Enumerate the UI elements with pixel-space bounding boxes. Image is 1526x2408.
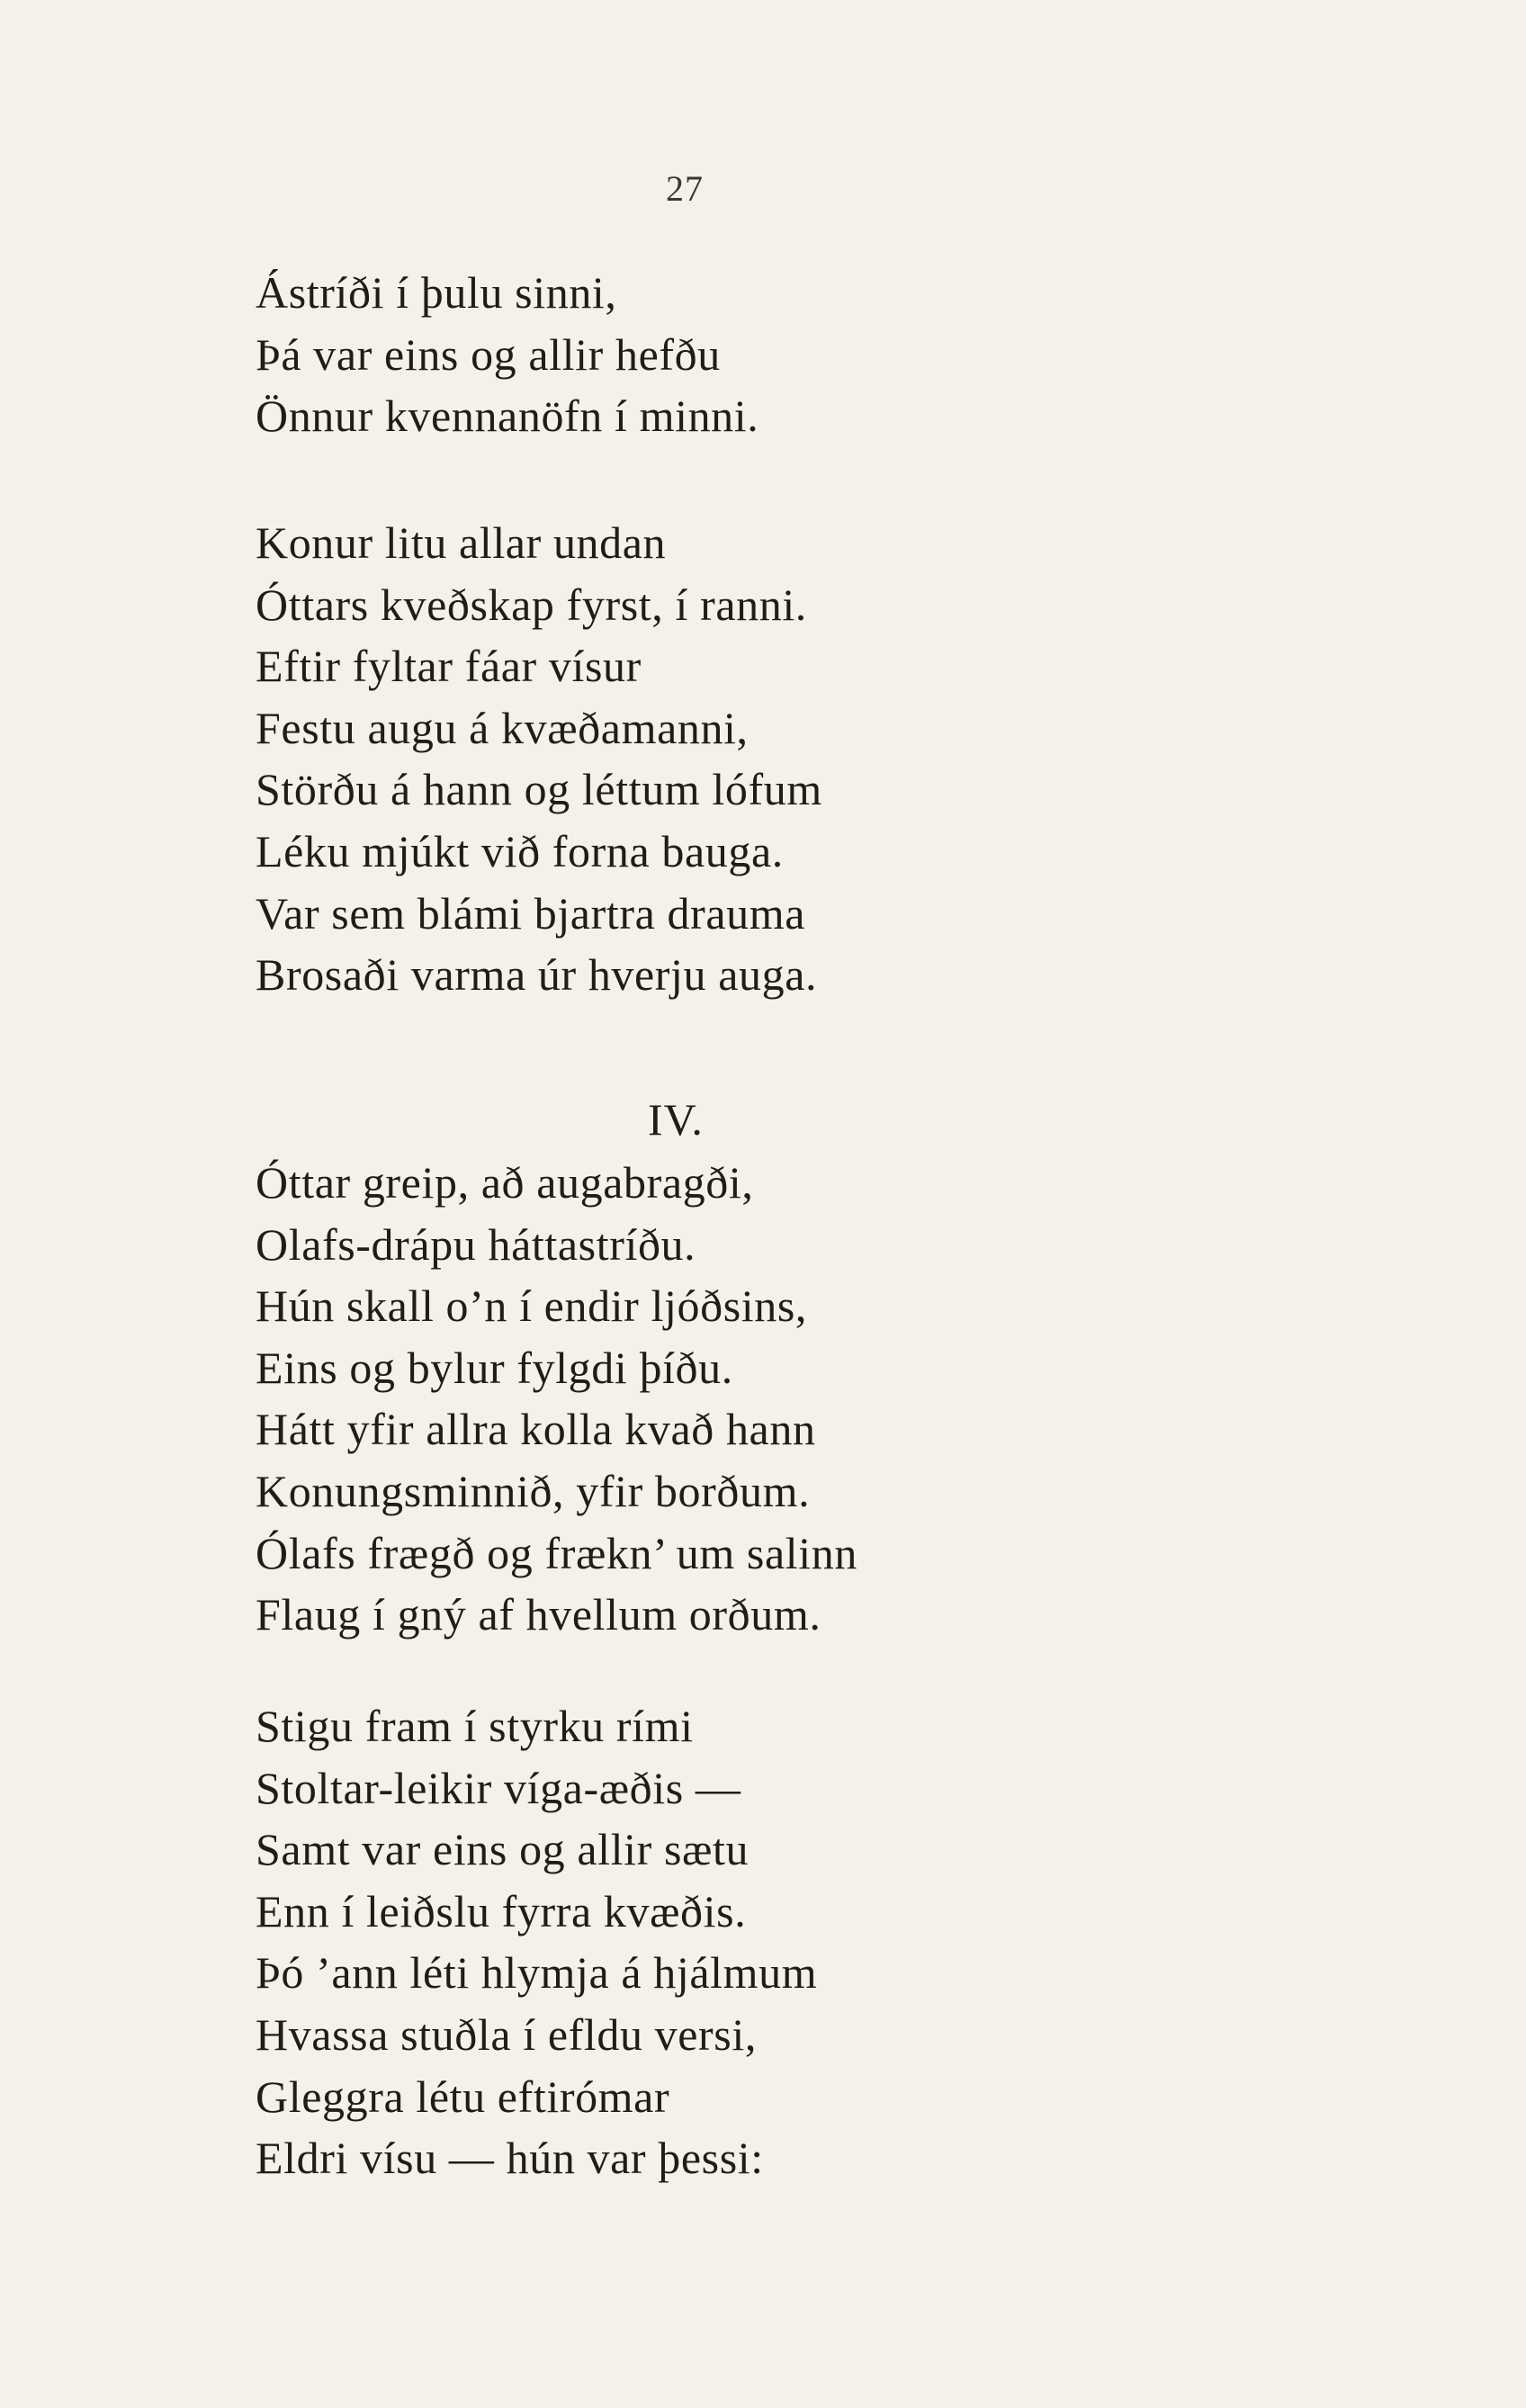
- verse-line: Enn í leiðslu fyrra kvæðis.: [256, 1885, 747, 1936]
- stanza-2: [256, 512, 822, 1006]
- stanza-3: [256, 1152, 857, 1646]
- verse-line: Eldri vísu — hún var þessi:: [256, 2133, 764, 2184]
- verse-line: Olafs-drápu háttastríðu.: [256, 1218, 696, 1270]
- verse-line: Óttars kveðskap fyrst, í ranni.: [256, 579, 807, 630]
- verse-line: Önnur kvennanöfn í minni.: [256, 391, 759, 442]
- stanza-1: [256, 262, 759, 447]
- verse-line: Konur litu allar undan: [256, 517, 667, 568]
- verse-line: Störðu á hann og léttum lófum: [256, 764, 822, 815]
- verse-line: Léku mjúkt við forna bauga.: [256, 825, 784, 876]
- section-heading: IV.: [648, 1094, 704, 1145]
- verse-line: Eins og bylur fylgdi þíðu.: [256, 1342, 733, 1393]
- verse-line: Hátt yfir allra kolla kvað hann: [256, 1404, 816, 1455]
- verse-line: Festu augu á kvæðamanni,: [256, 702, 749, 753]
- verse-line: Stigu fram í styrku rími: [256, 1701, 694, 1751]
- verse-line: Ástríði í þulu sinni,: [256, 267, 617, 318]
- verse-line: Þó ’ann léti hlymja á hjálmum: [256, 1947, 818, 1999]
- verse-line: Var sem blámi bjartra drauma: [256, 887, 806, 939]
- verse-line: Flaug í gný af hvellum orðum.: [256, 1589, 821, 1640]
- verse-line: Eftir fyltar fáar vísur: [256, 641, 642, 692]
- verse-line: Samt var eins og allir sætu: [256, 1824, 750, 1875]
- verse-line: Gleggra létu eftirómar: [256, 2071, 670, 2122]
- verse-line: Stoltar-leikir víga-æðis —: [256, 1762, 741, 1813]
- page-number: 27: [666, 168, 704, 209]
- verse-line: Hvassa stuðla í efldu versi,: [256, 2008, 757, 2060]
- stanza-4: [256, 1695, 817, 2189]
- verse-line: Þá var eins og allir hefðu: [256, 328, 721, 380]
- verse-line: Brosaði varma úr hverju auga.: [256, 949, 818, 1001]
- verse-line: Konungsminnið, yfir borðum.: [256, 1465, 811, 1516]
- verse-line: Hún skall o’n í endir ljóðsins,: [256, 1280, 808, 1332]
- verse-line: Óttar greip, að augabragði,: [256, 1157, 754, 1208]
- verse-line: Ólafs frægð og frækn’ um salinn: [256, 1527, 857, 1578]
